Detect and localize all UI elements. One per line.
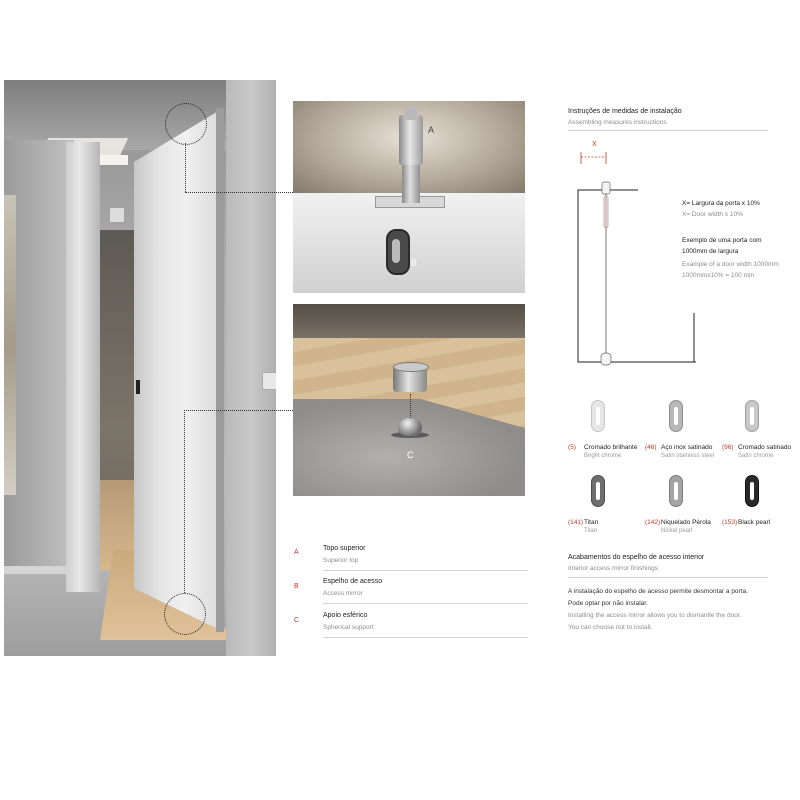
spotlight xyxy=(110,208,124,222)
example-en-line2: 1000mmx10% = 100 mm xyxy=(682,272,755,279)
finish-subtitle: Satin chrome xyxy=(738,453,774,459)
finish-subtitle: Satin stainless steel xyxy=(661,453,715,459)
finish-code: (153) xyxy=(722,519,738,526)
legend-letter: B xyxy=(294,583,299,590)
formula-pt: X= Largura da porta x 10% xyxy=(682,200,760,207)
finish-name: Niquelado Pérola xyxy=(661,519,711,526)
legend-subtitle: Superior top xyxy=(323,557,359,564)
instructions-subtitle: Assembling measures instructions xyxy=(568,119,667,126)
legend-divider xyxy=(323,603,528,604)
top-pivot xyxy=(399,115,423,165)
spherical-support-photo xyxy=(293,304,525,496)
callout-c: C xyxy=(407,450,414,460)
finish-swatch xyxy=(669,400,683,432)
wall-column xyxy=(66,142,100,592)
door-handle xyxy=(136,380,140,394)
finish-code: (141) xyxy=(568,519,584,526)
leader-line xyxy=(185,192,293,193)
x-dimension-label: X xyxy=(592,141,597,148)
finish-name: Titan xyxy=(584,519,599,526)
legend-title: Topo superior xyxy=(323,545,366,552)
section-divider xyxy=(568,130,768,131)
spherical-support xyxy=(398,418,422,436)
right-wall xyxy=(226,80,276,656)
instructions-title: Instruções de medidas de instalação xyxy=(568,108,682,115)
leader-line xyxy=(184,410,293,411)
finish-swatch-opening xyxy=(596,407,600,425)
finish-code: (5) xyxy=(568,444,576,451)
room-photo xyxy=(4,80,276,656)
finish-name: Black pearl xyxy=(738,519,771,526)
top-pivot-highlight xyxy=(165,103,207,145)
ceiling-light xyxy=(100,155,128,165)
leader-line xyxy=(184,410,185,593)
finish-swatch xyxy=(591,400,605,432)
pivot-door-panel xyxy=(134,110,220,630)
stone-wall xyxy=(293,304,525,338)
legend-divider xyxy=(323,570,528,571)
pivot-axis-line xyxy=(410,394,411,418)
finish-swatch xyxy=(591,475,605,507)
example-en-line1: Example of a door width 1000mm xyxy=(682,261,779,268)
legend-subtitle: Spherical support xyxy=(323,624,374,631)
legend-title: Apoio esférico xyxy=(323,612,368,619)
callout-a: A xyxy=(428,125,435,135)
finish-subtitle: Nickel pearl xyxy=(661,528,693,534)
access-mirror-inner xyxy=(392,239,400,263)
example-pt-line2: 1000mm de largura xyxy=(682,248,739,255)
light-switch xyxy=(262,372,276,390)
finish-swatch-opening xyxy=(750,482,754,500)
legend-subtitle: Access mirror xyxy=(323,590,363,597)
finish-subtitle: Bright chrome xyxy=(584,453,622,459)
bottom-pivot-highlight xyxy=(164,593,206,635)
top-pivot-photo xyxy=(293,101,525,293)
legend-letter: C xyxy=(294,617,300,624)
mirror-text-en-2: You can choose not to install. xyxy=(568,624,653,631)
finish-code: (96) xyxy=(722,444,734,451)
pivot-rod xyxy=(402,165,420,203)
leader-line xyxy=(185,143,186,192)
finish-swatch-opening xyxy=(750,407,754,425)
legend-divider xyxy=(323,637,528,638)
example-pt-line1: Exemplo de uma porta com xyxy=(682,237,762,244)
pivot-cap xyxy=(405,106,417,120)
finish-code: (142) xyxy=(645,519,661,526)
legend-title: Espelho de acesso xyxy=(323,578,383,585)
finish-swatch-opening xyxy=(596,482,600,500)
callout-b: B xyxy=(411,258,418,268)
legend-letter: A xyxy=(294,549,299,556)
finish-subtitle: Titan xyxy=(584,528,598,534)
mirror-finishes-title: Acabamentos do espelho de acesso interior xyxy=(568,554,705,561)
mirror-text-pt-2: Pode optar por não instalar. xyxy=(568,600,648,607)
finish-swatch-opening xyxy=(674,407,678,425)
finish-code: (46) xyxy=(645,444,657,451)
wall-artwork xyxy=(4,195,16,495)
mirror-text-en-1: Installing the access mirror allows you to dismantle the door. xyxy=(568,612,742,619)
finish-swatch-opening xyxy=(674,482,678,500)
mirror-finishes-subtitle: Interior access mirror finishings xyxy=(568,565,658,572)
finish-swatch xyxy=(745,400,759,432)
finish-name: Cromado satinado xyxy=(738,444,792,451)
mirror-text-pt-1: A instalação do espelho de acesso permite desmontar a porta. xyxy=(568,588,748,595)
finish-swatch xyxy=(745,475,759,507)
finish-swatch xyxy=(669,475,683,507)
finish-name: Cromado brilhante xyxy=(584,444,638,451)
formula-en: X= Door width x 10% xyxy=(682,211,743,218)
finish-name: Aço inox satinado xyxy=(661,444,713,451)
door-edge xyxy=(216,108,224,632)
pivot-cup-rim xyxy=(393,362,429,372)
section-divider xyxy=(568,577,768,578)
